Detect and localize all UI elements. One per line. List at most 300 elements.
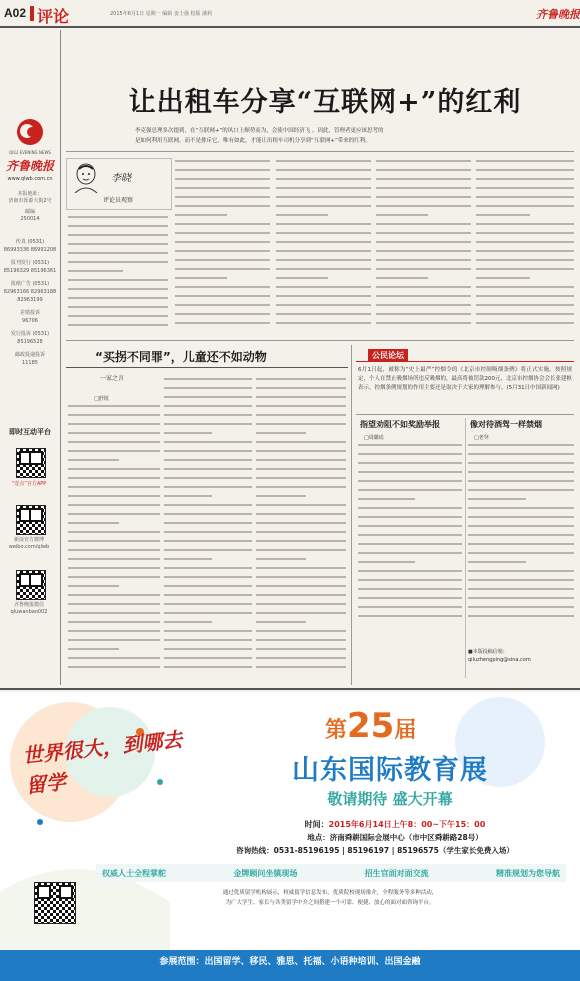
text-line bbox=[376, 322, 471, 324]
text-line bbox=[164, 648, 252, 650]
text-line bbox=[256, 549, 346, 551]
text-line bbox=[175, 259, 270, 261]
text-line bbox=[256, 639, 346, 641]
lead-col-2 bbox=[175, 160, 270, 334]
contact-label: 差错投诉 bbox=[19, 310, 40, 316]
text-line bbox=[68, 522, 119, 524]
submission-email[interactable]: qiluzhengping@sina.com bbox=[468, 657, 531, 663]
forum-right-author: □老癸 bbox=[474, 435, 489, 441]
text-line bbox=[276, 178, 371, 180]
text-line bbox=[276, 250, 371, 252]
issue-meta: 2015年6月1日 星期一 编辑 姜士强 校版 潘莉 bbox=[110, 11, 213, 17]
text-line bbox=[476, 205, 574, 207]
page-header bbox=[0, 0, 580, 30]
text-line bbox=[164, 414, 252, 416]
text-line bbox=[164, 522, 252, 524]
ad-slogan: 世界很大，到哪去留学 bbox=[21, 727, 184, 798]
columnist-portrait-icon bbox=[73, 163, 99, 193]
section-title: 评论 bbox=[37, 7, 70, 26]
text-line bbox=[68, 540, 160, 542]
contact-label: 邮政投递投诉 bbox=[14, 352, 45, 358]
ad-time-label: 时间： bbox=[304, 820, 329, 829]
ad-edition-number: 25 bbox=[347, 706, 395, 746]
text-line bbox=[276, 268, 371, 270]
contact-value: 85196528 bbox=[17, 339, 43, 345]
contact-label: 报刊发行 (0531) bbox=[10, 260, 50, 266]
text-line bbox=[175, 322, 270, 324]
ad-phone: 咨询热线：0531-85196195 | 85196197 | 85196575（学生家长免费入场） bbox=[236, 846, 514, 855]
text-line bbox=[468, 606, 574, 608]
lead-headline: 让出租车分享“互联网+”的红利 bbox=[128, 87, 522, 118]
text-line bbox=[276, 196, 371, 198]
text-line bbox=[468, 543, 574, 545]
lead-subtitle-line: 是如何利用互联网，而不是排斥它，唯有如此，才能让出租车司机分享到“互联网+”带来的红利。 bbox=[135, 138, 371, 144]
text-line bbox=[358, 606, 462, 608]
text-line bbox=[256, 459, 346, 461]
text-line bbox=[358, 552, 462, 554]
text-line bbox=[68, 468, 160, 470]
text-line bbox=[68, 666, 160, 668]
text-line bbox=[376, 187, 471, 189]
text-line bbox=[175, 286, 270, 288]
ad-description-line: 为广大学生、家长与各类留学中介之间搭建一个可靠、便捷、放心的面对面咨询平台。 bbox=[225, 900, 435, 906]
sidebar-divider bbox=[60, 30, 61, 685]
text-line bbox=[68, 432, 160, 434]
text-line bbox=[256, 585, 346, 587]
submission-email-label: ■本版投稿信箱： bbox=[468, 649, 508, 655]
text-line bbox=[256, 378, 346, 380]
article2-col-3 bbox=[256, 378, 346, 680]
ad-top-rule bbox=[0, 688, 580, 690]
contact-item bbox=[2, 330, 58, 346]
text-line bbox=[276, 214, 328, 216]
text-line bbox=[175, 160, 270, 162]
forum-right-title: 像对待酒驾一样禁烟 bbox=[470, 420, 542, 429]
text-line bbox=[358, 579, 462, 581]
contact-item bbox=[2, 280, 58, 304]
lead-subtitle bbox=[135, 126, 555, 146]
text-line bbox=[376, 214, 428, 216]
ad-feature-item: 金牌顾问坐镇现场 bbox=[233, 868, 298, 878]
text-line bbox=[468, 597, 574, 599]
text-line bbox=[175, 250, 270, 252]
text-line bbox=[256, 441, 346, 443]
text-line bbox=[175, 313, 270, 315]
author-signature: 李晓 bbox=[111, 173, 131, 184]
text-line bbox=[256, 486, 346, 488]
text-line bbox=[164, 387, 252, 389]
text-line bbox=[276, 232, 371, 234]
text-line bbox=[256, 621, 306, 623]
forum-intro: 6月1日起，被称为“史上最严”控烟令的《北京市控制吸烟条例》将正式实施。按照规定，个人在禁止吸烟场所违反吸烟的，最高将被罚款200元，北京市控烟协会会长张建枢表示，控烟条例规划的作用主要还是取决于大家的理解参与。(5月31日中国新闻网) bbox=[358, 367, 572, 391]
text-line bbox=[68, 585, 119, 587]
text-line bbox=[376, 160, 471, 162]
text-line bbox=[164, 486, 252, 488]
ad-tagline: 敬请期待 盛大开幕 bbox=[327, 790, 453, 808]
forum-right-body bbox=[468, 444, 574, 624]
text-line bbox=[256, 630, 346, 632]
text-line bbox=[175, 223, 270, 225]
weibo-qr-code-icon[interactable] bbox=[16, 505, 46, 535]
header-rule bbox=[0, 26, 580, 28]
text-line bbox=[256, 558, 306, 560]
lead-bottom-rule bbox=[66, 340, 574, 341]
text-line bbox=[256, 540, 346, 542]
text-line bbox=[468, 480, 574, 482]
text-line bbox=[256, 414, 346, 416]
masthead-logo: 齐鲁晚报 bbox=[536, 8, 580, 21]
text-line bbox=[276, 295, 371, 297]
forum-intro-rule bbox=[356, 414, 574, 415]
text-line bbox=[276, 313, 371, 315]
article2-author: □舒锐 bbox=[94, 396, 109, 402]
text-line bbox=[276, 322, 371, 324]
text-line bbox=[164, 612, 252, 614]
text-line bbox=[164, 567, 252, 569]
text-line bbox=[476, 286, 574, 288]
ad-description-line: 通过优质留学机构展示，权威留学信息发布，优质院校现场推介，全程服务等多种活动， bbox=[222, 890, 438, 896]
text-line bbox=[468, 444, 574, 446]
text-line bbox=[358, 507, 462, 509]
text-line bbox=[68, 450, 160, 452]
text-line bbox=[256, 504, 346, 506]
text-line bbox=[68, 657, 160, 659]
text-line bbox=[376, 169, 471, 171]
text-line bbox=[175, 187, 270, 189]
text-line bbox=[68, 252, 168, 254]
ad-feature-item: 精准规划为您导航 bbox=[495, 868, 560, 878]
text-line bbox=[468, 534, 574, 536]
contact-item bbox=[2, 351, 58, 367]
text-line bbox=[164, 549, 252, 551]
text-line bbox=[68, 504, 160, 506]
text-line bbox=[256, 576, 346, 578]
forum-left-body bbox=[358, 444, 462, 626]
text-line bbox=[476, 241, 574, 243]
text-line bbox=[175, 295, 270, 297]
text-line bbox=[256, 405, 346, 407]
article2-column-label: 一家之言 bbox=[100, 375, 125, 382]
text-line bbox=[68, 270, 123, 272]
text-line bbox=[164, 594, 252, 596]
lead-col-4 bbox=[376, 160, 471, 334]
text-line bbox=[358, 534, 462, 536]
text-line bbox=[468, 588, 574, 590]
text-line bbox=[468, 516, 574, 518]
text-line bbox=[358, 525, 462, 527]
text-line bbox=[175, 241, 270, 243]
text-line bbox=[68, 576, 160, 578]
wechat-qr-caption: 齐鲁晚报微信 bbox=[13, 602, 44, 608]
contact-label: 发行投诉 (0531) bbox=[10, 331, 50, 337]
text-line bbox=[256, 387, 346, 389]
text-line bbox=[68, 261, 168, 263]
text-line bbox=[164, 657, 252, 659]
sidebar-address: 济南市泺源大街2号 bbox=[8, 198, 52, 204]
text-line bbox=[68, 531, 160, 533]
text-line bbox=[468, 471, 574, 473]
ad-time bbox=[230, 819, 560, 830]
ad-edition-prefix: 第 bbox=[325, 718, 348, 743]
column-label: 评论员观察 bbox=[103, 197, 134, 204]
text-line bbox=[68, 648, 119, 650]
text-line bbox=[376, 259, 471, 261]
text-line bbox=[164, 432, 212, 434]
text-line bbox=[256, 531, 346, 533]
sidebar-website[interactable]: www.qlwb.com.cn bbox=[7, 176, 53, 182]
forum-left-title: 指望劝阻不如奖励举报 bbox=[360, 420, 440, 429]
contact-value: 82963166 82963188 82963199 bbox=[3, 289, 57, 303]
text-line bbox=[256, 666, 346, 668]
interactive-platform-title: 即时互动平台 bbox=[9, 428, 51, 436]
lead-subtitle-line: 李克强总理多次提到，在“互联网+”的风口上顺势而为，会使中国经济飞 。因此，管理者更应该思考的 bbox=[135, 128, 384, 134]
text-line bbox=[476, 304, 574, 306]
text-line bbox=[68, 594, 160, 596]
text-line bbox=[68, 405, 160, 407]
ad-time-value: 2015年6月14日上午8：00~下午15：00 bbox=[328, 820, 486, 829]
education-expo-ad[interactable] bbox=[0, 692, 580, 981]
text-line bbox=[68, 639, 160, 641]
text-line bbox=[164, 450, 252, 452]
text-line bbox=[164, 531, 252, 533]
lead-col-3 bbox=[276, 160, 371, 334]
text-line bbox=[376, 232, 471, 234]
text-line bbox=[376, 304, 471, 306]
wechat-qr-code-icon[interactable] bbox=[16, 570, 46, 600]
text-line bbox=[68, 621, 160, 623]
contact-value: 96706 bbox=[22, 318, 38, 324]
text-line bbox=[164, 459, 252, 461]
text-line bbox=[468, 498, 526, 500]
ad-edition bbox=[325, 706, 416, 746]
text-line bbox=[358, 498, 415, 500]
article2-headline: “买拐不同罪”，儿童还不如动物 bbox=[95, 350, 267, 364]
text-line bbox=[276, 223, 371, 225]
article2-divider bbox=[351, 345, 352, 685]
text-line bbox=[68, 414, 160, 416]
text-line bbox=[468, 561, 526, 563]
contact-value: 85196329 85196361 bbox=[3, 268, 57, 274]
text-line bbox=[68, 612, 160, 614]
text-line bbox=[476, 232, 574, 234]
text-line bbox=[164, 477, 252, 479]
text-line bbox=[358, 516, 462, 518]
text-line bbox=[175, 205, 270, 207]
text-line bbox=[476, 322, 574, 324]
text-line bbox=[476, 160, 574, 162]
sidebar-contacts bbox=[2, 238, 58, 367]
text-line bbox=[468, 489, 574, 491]
forum-label: 公民论坛 bbox=[368, 349, 408, 362]
text-line bbox=[68, 477, 160, 479]
text-line bbox=[164, 405, 252, 407]
text-line bbox=[358, 462, 462, 464]
text-line bbox=[256, 603, 346, 605]
text-line bbox=[476, 295, 574, 297]
text-line bbox=[358, 597, 462, 599]
text-line bbox=[68, 279, 168, 281]
text-line bbox=[164, 621, 212, 623]
ad-place: 地点：济南舜耕国际会展中心（市中区舜耕路28号） bbox=[307, 833, 483, 842]
text-line bbox=[164, 423, 252, 425]
text-line bbox=[68, 486, 160, 488]
text-line bbox=[68, 225, 168, 227]
text-line bbox=[175, 268, 270, 270]
text-line bbox=[164, 666, 252, 668]
wechat-qr-id: qluwanbao002 bbox=[10, 609, 48, 615]
text-line bbox=[276, 205, 371, 207]
text-line bbox=[175, 277, 227, 279]
text-line bbox=[164, 441, 252, 443]
text-line bbox=[164, 603, 252, 605]
text-line bbox=[376, 277, 428, 279]
text-line bbox=[476, 169, 574, 171]
text-line bbox=[164, 513, 252, 515]
text-line bbox=[256, 522, 346, 524]
text-line bbox=[358, 588, 462, 590]
text-line bbox=[256, 594, 346, 596]
text-line bbox=[164, 495, 212, 497]
text-line bbox=[358, 615, 462, 617]
text-line bbox=[376, 241, 471, 243]
text-line bbox=[68, 288, 168, 290]
contact-label: 传真 (0531) bbox=[15, 239, 45, 245]
newspaper-logo-icon bbox=[16, 118, 44, 146]
text-line bbox=[276, 169, 371, 171]
text-line bbox=[468, 552, 574, 554]
text-line bbox=[358, 480, 462, 482]
text-line bbox=[68, 558, 160, 560]
contact-label: 报纸广告 (0531) bbox=[10, 281, 50, 287]
text-line bbox=[468, 462, 574, 464]
text-line bbox=[68, 441, 160, 443]
text-line bbox=[164, 540, 252, 542]
text-line bbox=[376, 196, 471, 198]
text-line bbox=[164, 576, 252, 578]
contact-value: 86993336 86991208 bbox=[3, 247, 57, 253]
ad-edition-suffix: 届 bbox=[394, 718, 417, 743]
text-line bbox=[68, 630, 160, 632]
text-line bbox=[164, 630, 252, 632]
text-line bbox=[256, 396, 346, 398]
text-line bbox=[468, 525, 574, 527]
contact-item bbox=[2, 238, 58, 254]
app-qr-code-icon[interactable] bbox=[16, 448, 46, 478]
text-line bbox=[276, 259, 371, 261]
text-line bbox=[376, 268, 471, 270]
contact-item bbox=[2, 309, 58, 325]
text-line bbox=[68, 306, 168, 308]
text-line bbox=[256, 468, 346, 470]
ad-qr-code-icon[interactable] bbox=[34, 882, 76, 924]
text-line bbox=[476, 313, 574, 315]
text-line bbox=[476, 214, 530, 216]
contact-value: 11185 bbox=[22, 360, 38, 366]
text-line bbox=[468, 453, 574, 455]
text-line bbox=[276, 286, 371, 288]
sidebar-postcode: 250014 bbox=[20, 216, 40, 222]
text-line bbox=[468, 570, 574, 572]
contact-item bbox=[2, 259, 58, 275]
text-line bbox=[164, 585, 252, 587]
text-line bbox=[476, 277, 530, 279]
text-line bbox=[164, 558, 212, 560]
text-line bbox=[476, 259, 574, 261]
text-line bbox=[256, 648, 346, 650]
text-line bbox=[175, 214, 227, 216]
text-line bbox=[164, 504, 252, 506]
text-line bbox=[175, 232, 270, 234]
text-line bbox=[358, 570, 462, 572]
text-line bbox=[68, 603, 160, 605]
text-line bbox=[68, 324, 168, 326]
ad-title: 山东国际教育展 bbox=[292, 755, 488, 786]
app-qr-caption: “壹点”官方APP bbox=[11, 481, 47, 487]
text-line bbox=[358, 453, 462, 455]
weibo-qr-url: weibo.com/qlwb bbox=[8, 544, 50, 550]
text-line bbox=[476, 223, 574, 225]
forum-left-author: □周璐瑶 bbox=[364, 435, 384, 441]
text-line bbox=[376, 178, 471, 180]
text-line bbox=[476, 268, 574, 270]
text-line bbox=[164, 639, 252, 641]
text-line bbox=[276, 304, 371, 306]
text-line bbox=[358, 444, 462, 446]
text-line bbox=[376, 223, 471, 225]
text-line bbox=[376, 286, 471, 288]
sidebar-postcode-label: 邮编 bbox=[24, 209, 35, 215]
forum-rule bbox=[356, 361, 574, 362]
text-line bbox=[68, 549, 160, 551]
text-line bbox=[468, 507, 574, 509]
text-line bbox=[68, 234, 168, 236]
text-line bbox=[68, 423, 160, 425]
text-line bbox=[276, 187, 371, 189]
text-line bbox=[256, 657, 346, 659]
text-line bbox=[256, 432, 306, 434]
text-line bbox=[276, 241, 371, 243]
text-line bbox=[175, 196, 270, 198]
sidebar-address-label: 本报地址： bbox=[17, 191, 43, 197]
text-line bbox=[476, 187, 574, 189]
text-line bbox=[164, 378, 252, 380]
lead-col-5 bbox=[476, 160, 574, 334]
text-line bbox=[175, 304, 270, 306]
text-line bbox=[256, 567, 346, 569]
article2-underline bbox=[66, 367, 348, 368]
text-line bbox=[68, 297, 168, 299]
text-line bbox=[358, 471, 462, 473]
text-line bbox=[476, 196, 574, 198]
text-line bbox=[175, 178, 270, 180]
text-line bbox=[256, 423, 346, 425]
subtitle-rule bbox=[66, 151, 574, 152]
text-line bbox=[256, 477, 346, 479]
text-line bbox=[358, 561, 415, 563]
text-line bbox=[256, 495, 306, 497]
text-line bbox=[164, 396, 252, 398]
text-line bbox=[68, 513, 160, 515]
text-line bbox=[476, 250, 574, 252]
ad-feature-item: 招生官面对面交流 bbox=[364, 868, 429, 878]
ad-scope: 参展范围：出国留学、移民、雅思、托福、小语种培训、出国金融 bbox=[159, 957, 421, 967]
text-line bbox=[376, 313, 471, 315]
text-line bbox=[68, 315, 168, 317]
text-line bbox=[68, 243, 168, 245]
text-line bbox=[376, 250, 471, 252]
text-line bbox=[256, 513, 346, 515]
article2-col-1 bbox=[68, 405, 160, 680]
